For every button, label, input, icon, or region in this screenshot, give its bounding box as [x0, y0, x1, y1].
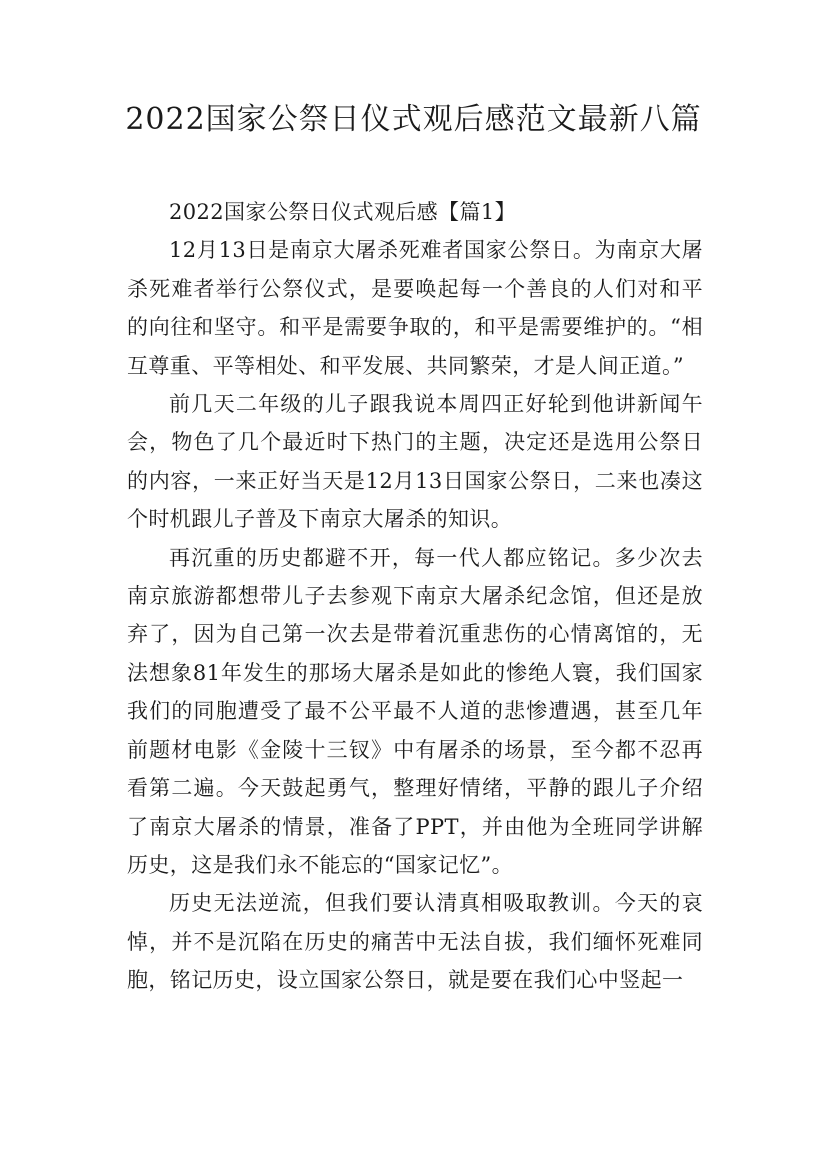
paragraph: 历史无法逆流，但我们要认清真相吸取教训。今天的哀悼，并不是沉陷在历史的痛苦中无法自拔，我们缅怀死难同胞，铭记历史，设立国家公祭日，就是要在我们心中竖起一 [127, 891, 703, 993]
paragraph: 前几天二年级的儿子跟我说本周四正好轮到他讲新闻午会，物色了几个最近时下热门的主题，决定还是选用公祭日的内容，一来正好当天是12月13日国家公祭日，二来也凑这个时机跟儿子普及下南京大屠杀的知识。 [127, 392, 703, 532]
document-title: 2022国家公祭日仪式观后感范文最新八篇 [125, 102, 702, 137]
paragraph: 再沉重的历史都避不开，每一代人都应铭记。多少次去南京旅游都想带儿子去参观下南京大屠杀纪念馆，但还是放弃了，因为自己第一次去是带着沉重悲伤的心情离馆的，无法想象81年发生的那场大屠杀是如此的惨绝人寰，我们国家我们的同胞遭受了最不公平最不人道的悲惨遭遇，甚至几年前题材电影《金陵十三钗》中有屠杀的场景，至今都不忍再看第二遍。今天鼓起勇气，整理好情绪，平静的跟儿子介绍了南京大屠杀的情景，准备了PPT，并由他为全班同学讲解历史，这是我们永不能忘的“国家记忆”。 [127, 545, 703, 877]
document-body [127, 193, 703, 1000]
section-heading: 2022国家公祭日仪式观后感【篇1】 [169, 200, 517, 224]
paragraph: 12月13日是南京大屠杀死难者国家公祭日。为南京大屠杀死难者举行公祭仪式，是要唤起每一个善良的人们对和平的向往和坚守。和平是需要争取的，和平是需要维护的。“相互尊重、平等相处、和平发展、共同繁荣，才是人间正道。” [127, 238, 703, 378]
